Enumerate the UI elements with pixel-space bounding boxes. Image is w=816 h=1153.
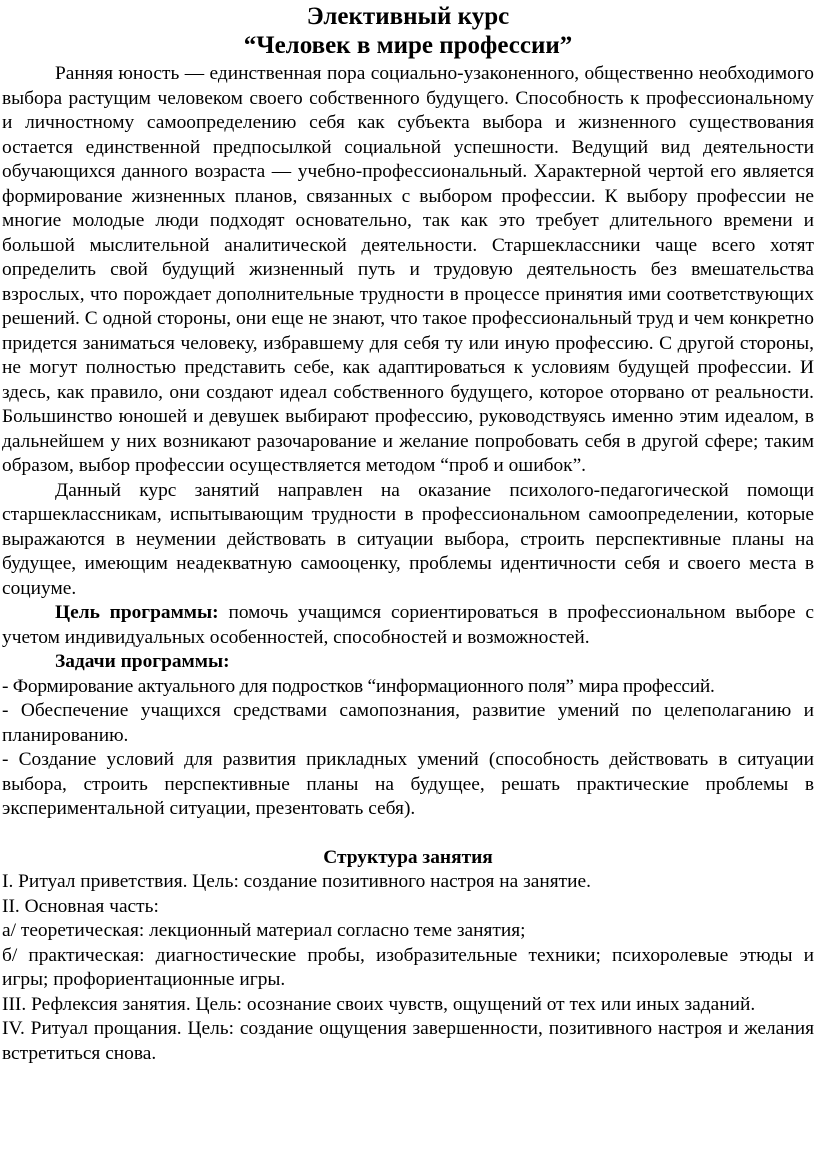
structure-item: I. Ритуал приветствия. Цель: создание позитивного настроя на занятие. [2,871,591,892]
course-paragraph: Данный курс занятий направлен на оказание психолого-педагогической помощи старшеклассникам, испытывающим трудности в профессиональном самоопределении, которые выражаются в неумении действовать в ситуации выбора, строить перспективные планы на будущее, имеющим неадекватную самооценку, проблемы идентичности себя и своего места в социуме. [2,479,814,599]
title-block [2,2,814,60]
structure-item: II. Основная часть: [2,895,159,917]
document-title-line-1: Элективный курс [306,3,510,30]
goal-paragraph [2,601,814,650]
structure-item: б/ практическая: диагностические пробы, изобразительные техники; психоролевые этюды и игры; профориентационные игры. [2,944,814,990]
task-item: - Создание условий для развития прикладных умений (способность действовать в ситуации выбора, строить перспективные планы на будущее, решать практические проблемы в экспериментальной ситуации, презентовать себя). [2,749,814,819]
structure-item: III. Рефлексия занятия. Цель: осознание своих чувств, ощущений от тех или иных заданий. [2,993,756,1015]
structure-item: IV. Ритуал прощания. Цель: создание ощущения завершенности, позитивного настроя и желания встретиться снова. [2,1018,814,1064]
task-item: - Формирование актуального для подростков “информационного поля” мира профессий. [2,675,715,697]
intro-paragraph: Ранняя юность — единственная пора социально-узаконенного, общественно необходимого выбора растущим человеком своего собственного будущего. Способность к профессиональному и личностному самоопределению себя как субъекта выбора и жизненного существования остается единственной предпосылкой социальной успешности. Ведущий вид деятельности обучающихся данного возраста — учебно-профессиональный. Характерной чертой его является формирование жизненных планов, связанных с выбором профессии. К выбору профессии не многие молодые люди подходят основательно, так как это требует длительного времени и большой мыслительной аналитической деятельности. Старшеклассники чаще всего хотят определить свой будущий жизненный путь и трудовую деятельность без вмешательства взрослых, что порождает дополнительные трудности в процессе принятия ими соответствующих решений. С одной стороны, они еще не знают, что такое профессиональный труд и чем конкретно придется заниматься человеку, избравшему для себя ту или иную профессию. С другой стороны, не могут полностью представить себе, как адаптироваться к условиям будущей профессии. И здесь, как правило, они создают идеал собственного будущего, которое оторвано от реальности. Большинство юношей и девушек выбирают профессию, руководствуясь именно этим идеалом, в дальнейшем у них возникают разочарование и желание попробовать себя в другой сфере; таким образом, выбор профессии осуществляется методом “проб и ошибок”. [2,63,814,476]
document-title-line-2: “Человек в мире профессии” [243,32,573,59]
goal-label: Цель программы: [55,602,219,623]
structure-item: а/ теоретическая: лекционный материал согласно теме занятия; [2,920,526,941]
task-item: - Обеспечение учащихся средствами самопознания, развитие умений по целеполаганию и планированию. [2,700,814,746]
structure-title: Структура занятия [323,846,493,868]
blank-line [2,822,814,846]
document-page [2,2,814,1066]
goal-text: помочь учащимся сориентироваться в профессиональном выборе с учетом индивидуальных особенностей, способностей и возможностей. [2,602,814,648]
tasks-label: Задачи программы: [55,651,230,672]
